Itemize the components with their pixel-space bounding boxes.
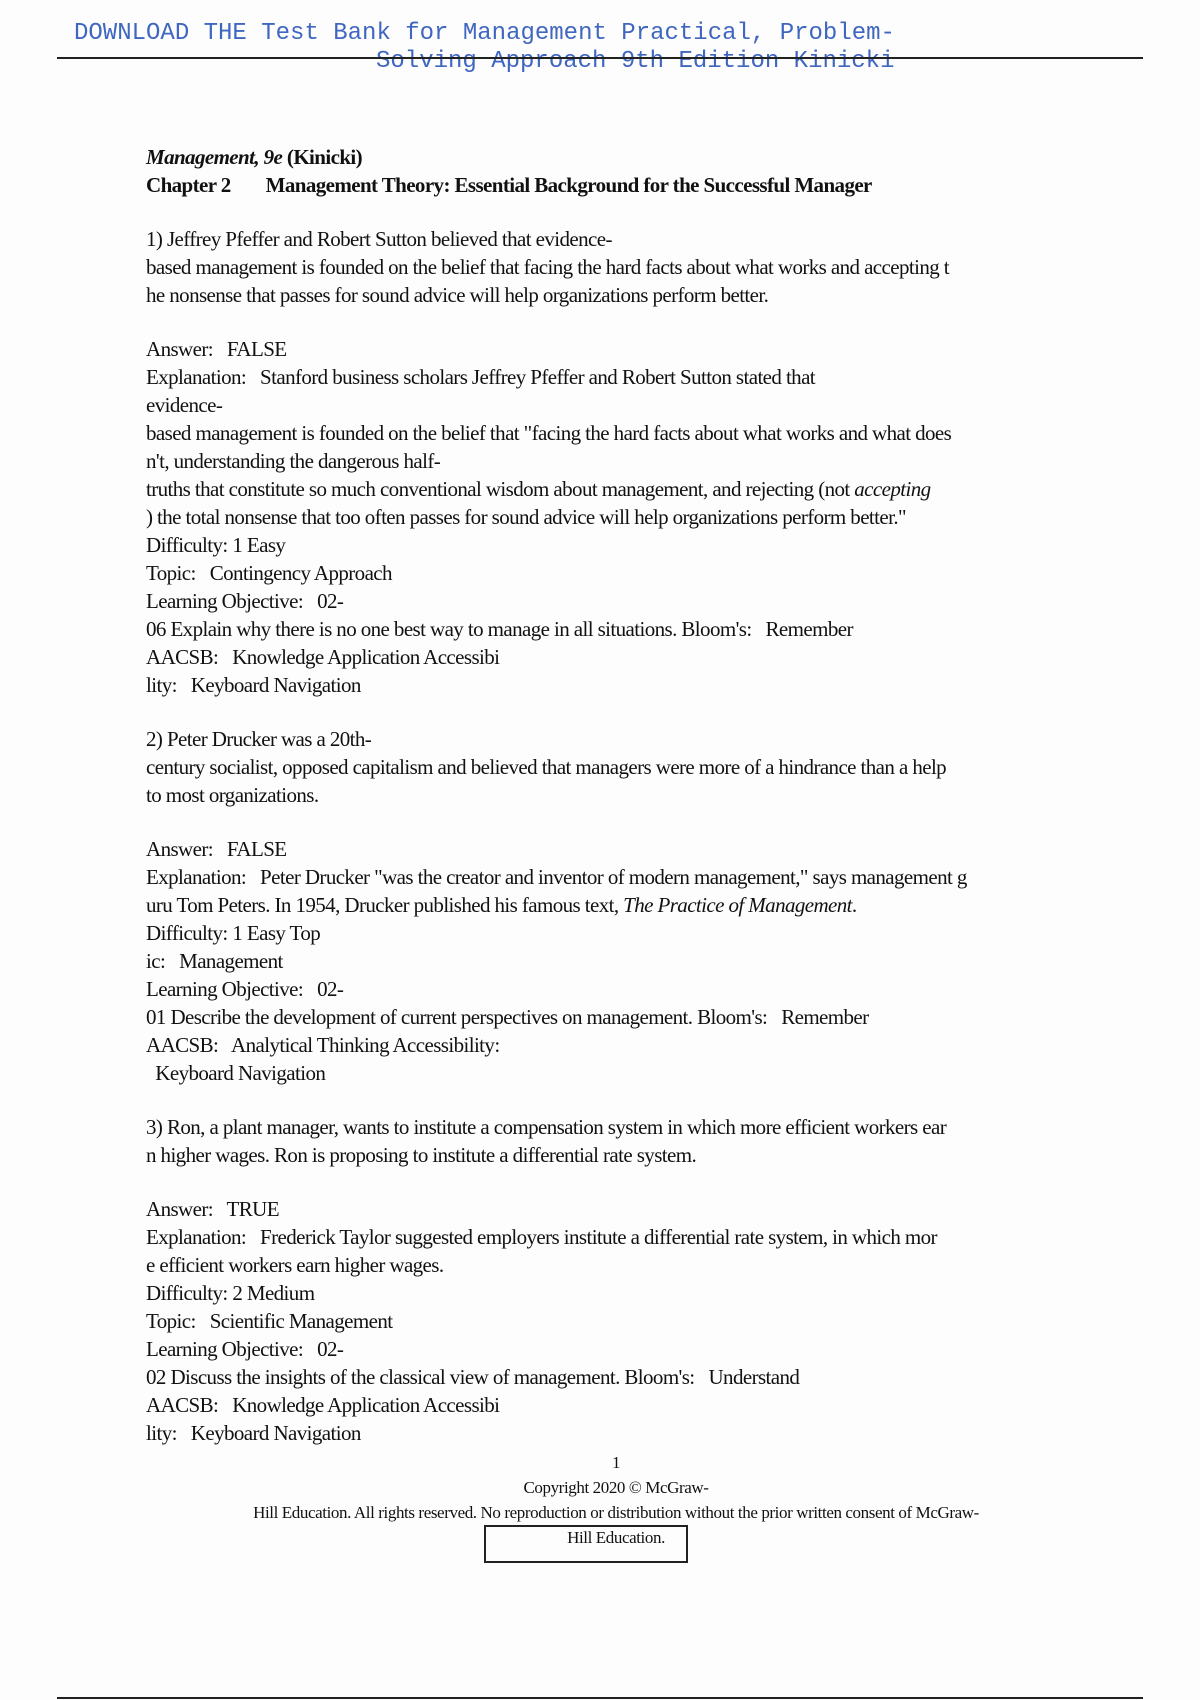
meta-line: Difficulty: 1 Easy bbox=[146, 533, 286, 557]
explanation-line: Explanation: Peter Drucker "was the creator and inventor of modern management," says management g bbox=[146, 865, 967, 889]
banner-line-1: DOWNLOAD THE Test Bank for Management Practical, Problem- bbox=[74, 20, 895, 47]
book-reference: The Practice of Management bbox=[623, 893, 852, 917]
explanation-italic: accepting bbox=[854, 477, 931, 501]
question-text-line: n higher wages. Ron is proposing to institute a differential rate system. bbox=[146, 1143, 697, 1167]
copyright-line: Hill Education. bbox=[567, 1528, 665, 1547]
chapter-title: Management Theory: Essential Background for the Successful Manager bbox=[265, 173, 872, 197]
explanation-line: ) the total nonsense that too often passes for sound advice will help organizations perform better." bbox=[146, 505, 906, 529]
header-rule bbox=[57, 57, 1143, 59]
explanation-text: truths that constitute so much conventional wisdom about management, and rejecting (not bbox=[146, 477, 855, 501]
question-text-line: to most organizations. bbox=[146, 783, 319, 807]
meta-line: 06 Explain why there is no one best way to manage in all situations. Bloom's: Remember bbox=[146, 617, 853, 641]
book-title-line bbox=[146, 143, 1136, 171]
question-1 bbox=[146, 225, 1136, 699]
meta-line: 02 Discuss the insights of the classical view of management. Bloom's: Understand bbox=[146, 1365, 800, 1389]
footer-rule bbox=[57, 1697, 1143, 1699]
meta-line: Learning Objective: 02- bbox=[146, 589, 344, 613]
meta-line: AACSB: Knowledge Application Accessibi bbox=[146, 645, 500, 669]
question-text-line: 2) Peter Drucker was a 20th- bbox=[146, 727, 372, 751]
meta-line: ic: Management bbox=[146, 949, 283, 973]
answer-line: Answer: TRUE bbox=[146, 1197, 279, 1221]
explanation-line: n't, understanding the dangerous half- bbox=[146, 449, 441, 473]
question-text-line: 1) Jeffrey Pfeffer and Robert Sutton believed that evidence- bbox=[146, 227, 612, 251]
explanation-line bbox=[146, 891, 1136, 919]
chapter-label: Chapter 2 bbox=[146, 173, 231, 197]
question-text-line: 3) Ron, a plant manager, wants to institute a compensation system in which more efficient workers ear bbox=[146, 1115, 947, 1139]
meta-line: AACSB: Analytical Thinking Accessibility: bbox=[146, 1033, 500, 1057]
explanation-line: Explanation: Frederick Taylor suggested employers institute a differential rate system, in which mor bbox=[146, 1225, 937, 1249]
book-author: (Kinicki) bbox=[286, 145, 363, 169]
explanation-line: based management is founded on the belief that "facing the hard facts about what works and what does bbox=[146, 421, 952, 445]
meta-line: Learning Objective: 02- bbox=[146, 1337, 344, 1361]
answer-line: Answer: FALSE bbox=[146, 837, 287, 861]
meta-line: Topic: Contingency Approach bbox=[146, 561, 392, 585]
copyright-line: Hill Education. All rights reserved. No reproduction or distribution without the prior written consent of McGraw- bbox=[253, 1503, 979, 1522]
page-footer bbox=[146, 1450, 1086, 1550]
meta-line: Learning Objective: 02- bbox=[146, 977, 344, 1001]
copyright-line: Copyright 2020 © McGraw- bbox=[523, 1478, 709, 1497]
meta-line: Difficulty: 1 Easy Top bbox=[146, 921, 321, 945]
meta-line: lity: Keyboard Navigation bbox=[146, 673, 361, 697]
banner-line-2: Solving Approach 9th Edition Kinicki bbox=[376, 48, 895, 75]
chapter-heading bbox=[146, 171, 1136, 199]
question-text-line: based management is founded on the belief that facing the hard facts about what works and accepting t bbox=[146, 255, 950, 279]
explanation-text: uru Tom Peters. In 1954, Drucker published his famous text, bbox=[146, 893, 624, 917]
meta-line: Difficulty: 2 Medium bbox=[146, 1281, 315, 1305]
book-title: Management, 9e bbox=[146, 145, 283, 169]
explanation-text: . bbox=[851, 893, 857, 917]
meta-line: Keyboard Navigation bbox=[146, 1061, 326, 1085]
page-number: 1 bbox=[611, 1453, 621, 1472]
footer-box-outline bbox=[484, 1525, 688, 1563]
question-text-line: he nonsense that passes for sound advice will help organizations perform better. bbox=[146, 283, 769, 307]
meta-line: AACSB: Knowledge Application Accessibi bbox=[146, 1393, 500, 1417]
download-banner[interactable] bbox=[74, 20, 974, 76]
explanation-line: e efficient workers earn higher wages. bbox=[146, 1253, 444, 1277]
answer-line: Answer: FALSE bbox=[146, 337, 287, 361]
meta-line: 01 Describe the development of current perspectives on management. Bloom's: Remember bbox=[146, 1005, 869, 1029]
meta-line: lity: Keyboard Navigation bbox=[146, 1421, 361, 1445]
meta-line: Topic: Scientific Management bbox=[146, 1309, 393, 1333]
document-body bbox=[146, 143, 1136, 1447]
explanation-line bbox=[146, 475, 1136, 503]
explanation-line: Explanation: Stanford business scholars Jeffrey Pfeffer and Robert Sutton stated that bbox=[146, 365, 816, 389]
question-2 bbox=[146, 725, 1136, 1087]
explanation-line: evidence- bbox=[146, 393, 223, 417]
question-3 bbox=[146, 1113, 1136, 1447]
question-text-line: century socialist, opposed capitalism and believed that managers were more of a hindrance than a help bbox=[146, 755, 947, 779]
